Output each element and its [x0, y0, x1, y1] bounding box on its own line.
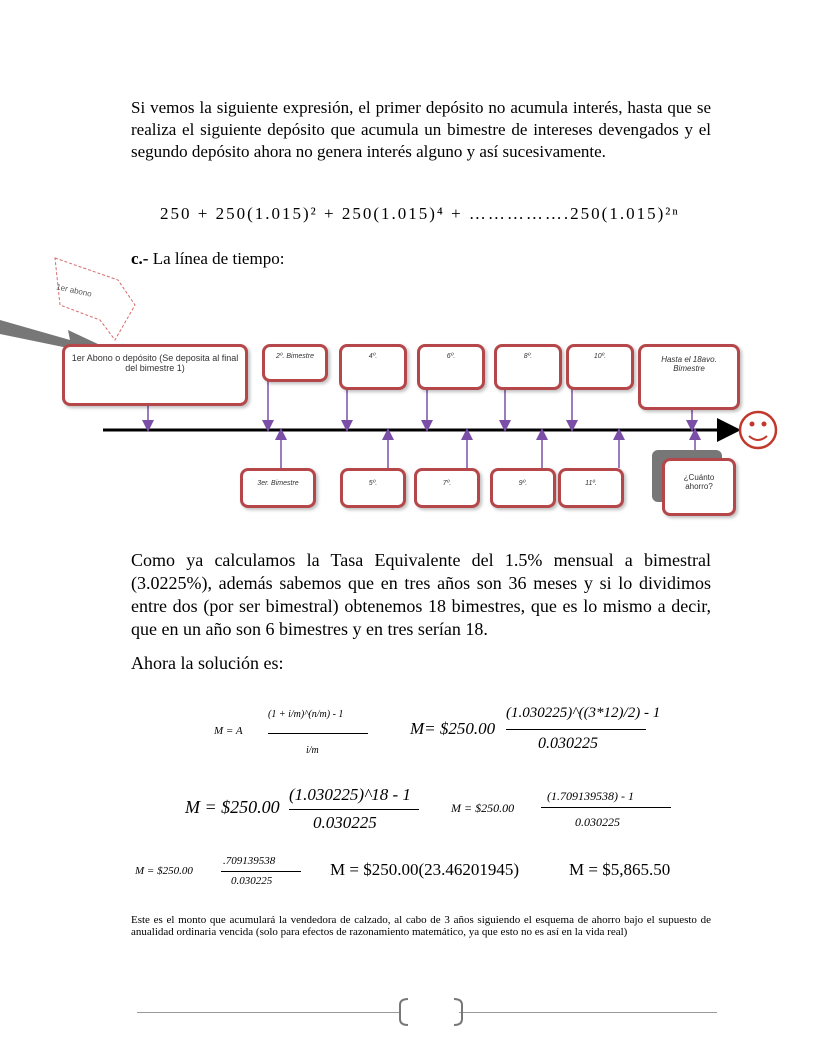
- smiley-face-icon: [740, 412, 776, 448]
- timeline-box-bimestre-1: 1er Abono o depósito (Se deposita al final del bimestre 1): [62, 344, 248, 406]
- formula-step-1-numerator: (1.030225)^((3*12)/2) - 1: [506, 705, 661, 721]
- formula-step-1: [410, 705, 670, 765]
- intro-paragraph: Si vemos la siguiente expresión, el primer depósito no acumula interés, hasta que se realiza el siguiente depósito que acumula un bimestre de intereses devengados y el segundo depósito ahora no genera interés alguno y así sucesivamente.: [131, 98, 711, 161]
- formula-general-numerator: (1 + i/m)^(n/m) - 1: [268, 709, 344, 720]
- section-c-heading: c.- La línea de tiempo:: [131, 249, 285, 268]
- timeline-box-bimestre-8: 8º.: [494, 344, 562, 390]
- timeline-box-bimestre-9: 9º.: [490, 468, 556, 508]
- timeline-box-bimestre-6: 6º.: [417, 344, 485, 390]
- series-expression: 250 + 250(1.015)² + 250(1.015)⁴ + …………….250(1.015)²ⁿ: [160, 204, 680, 223]
- formula-step-2-lhs: M = $250.00: [185, 797, 280, 817]
- footer-line-right: [459, 1012, 717, 1013]
- timeline-box-bimestre-18: Hasta el 18avo. Bimestre: [638, 344, 740, 410]
- formula-step-2-denominator: 0.030225: [313, 813, 377, 832]
- timeline-box-bimestre-11: 11º.: [558, 468, 624, 508]
- timeline-diagram: [0, 250, 816, 530]
- formula-step-2: [185, 785, 445, 845]
- formula-step-3-lhs: M = $250.00: [451, 801, 515, 815]
- paragraph-2: Como ya calculamos la Tasa Equivalente del 1.5% mensual a bimestral (3.0225%), además sabemos que en tres años son 36 meses y si lo dividimos entre dos (por ser bimestral) obtenemos 18 bimestres, que es lo mismo a decir, que en un año son 6 bimestres y en tres serían 18.: [131, 550, 711, 639]
- formula-step-5: M = $250.00(23.46201945): [330, 860, 520, 879]
- formula-step-3: [451, 789, 691, 839]
- callout-shape: [55, 258, 135, 340]
- timeline-box-bimestre-10: 10º.: [566, 344, 634, 390]
- timeline-box-bimestre-3: 3er. Bimestre: [240, 468, 316, 508]
- footer-bracket-icon: [396, 997, 466, 1027]
- formula-step-4-denominator: 0.030225: [231, 875, 273, 887]
- timeline-box-bimestre-2: 2º. Bimestre: [262, 344, 328, 382]
- formula-step-1-bar: [506, 729, 646, 730]
- timeline-box-bimestre-7: 7º.: [414, 468, 480, 508]
- formula-step-4-numerator: .709139538: [223, 855, 276, 867]
- formula-general-lhs: M = A: [214, 725, 243, 737]
- timeline-box-bimestre-5: 5º.: [340, 468, 406, 508]
- timeline-box-bimestre-4: 4º.: [339, 344, 407, 390]
- formula-step-2-numerator: (1.030225)^18 - 1: [289, 785, 411, 804]
- solution-intro: Ahora la solución es:: [131, 653, 284, 673]
- formula-step-4: [135, 855, 315, 895]
- formula-general-denominator: i/m: [306, 745, 319, 756]
- callout-label: 1er abono: [55, 282, 93, 299]
- formula-result: M = $5,865.50: [569, 860, 671, 879]
- formula-general: [210, 695, 380, 775]
- formula-step-1-denominator: 0.030225: [538, 735, 598, 752]
- formula-general-bar: [268, 733, 368, 734]
- formula-step-3-denominator: 0.030225: [575, 815, 620, 829]
- formula-step-1-lhs: M= $250.00: [410, 719, 496, 738]
- footer-line-left: [137, 1012, 399, 1013]
- formula-step-2-bar: [289, 809, 419, 810]
- formula-step-3-bar: [541, 807, 671, 808]
- closing-paragraph: Este es el monto que acumulará la vendedora de calzado, al cabo de 3 años siguiendo el esquema de ahorro bajo el supuesto de anualidad ordinaria vencida (solo para efectos de razonamiento matemático, ya que esto no es así en la vida real): [131, 914, 711, 938]
- formula-step-4-bar: [221, 871, 301, 872]
- formula-step-4-lhs: M = $250.00: [135, 865, 193, 877]
- formula-step-3-numerator: (1.709139538) - 1: [547, 789, 634, 803]
- question-box: ¿Cuánto ahorro?: [662, 458, 736, 516]
